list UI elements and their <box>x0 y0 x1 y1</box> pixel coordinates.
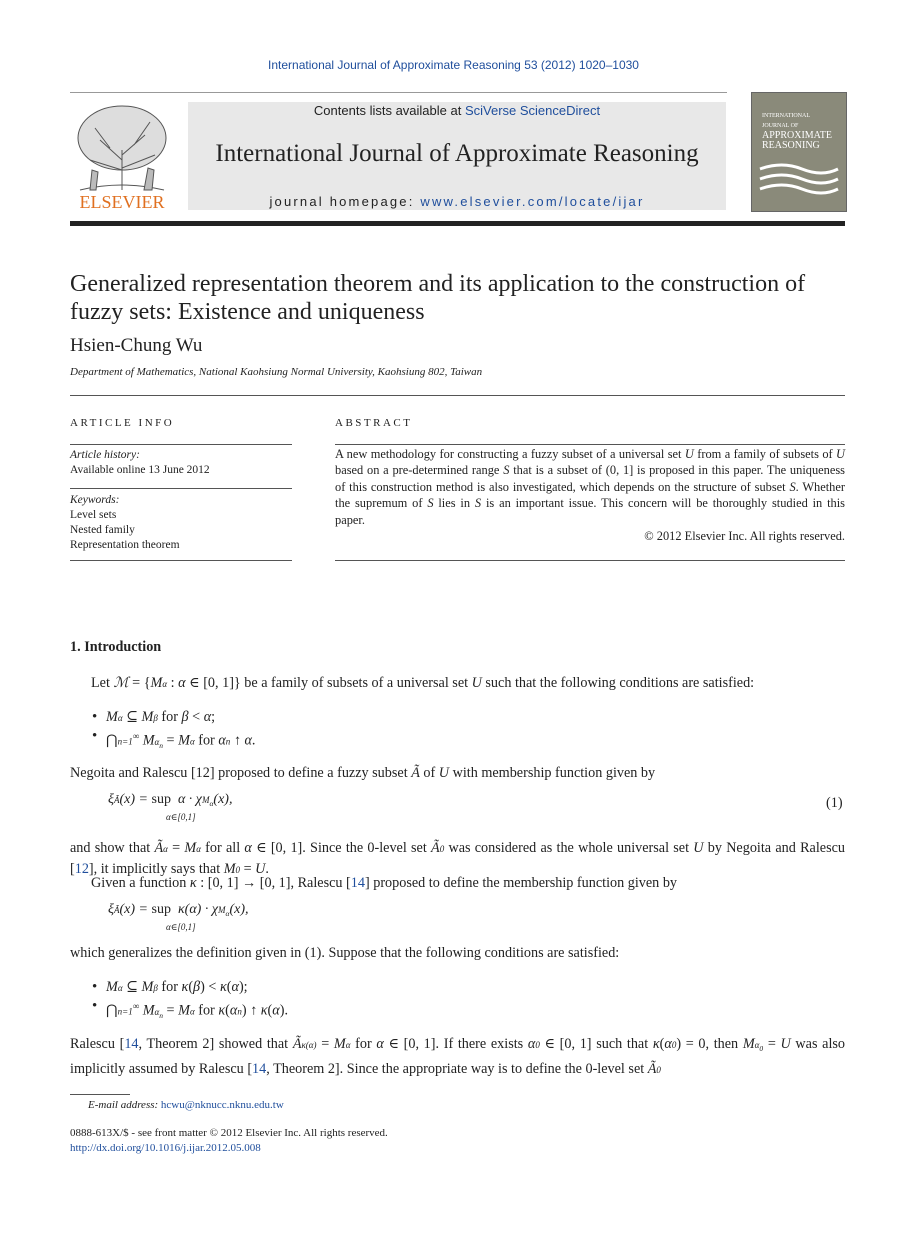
list-item: • ⋂n=1∞ $M\alpha_n = M\alpha$ for κ(αn) ↑ κ(α). <box>70 997 570 1025</box>
sciencedirect-link[interactable]: SciVerse ScienceDirect <box>464 103 601 118</box>
abstract-bottom-rule <box>335 560 845 561</box>
history-rule <box>70 488 292 489</box>
keywords-label: Keywords: <box>70 494 120 506</box>
paragraph-show: and show that Ãα = Mα for all α ∈ [0, 1]. Since the 0-level set Ã0 was considered as the whole universal set U by Negoita and Ralescu [12], it implicitly says that M0 = U. <box>70 840 845 877</box>
issn-line: 0888-613X/$ - see front matter © 2012 Elsevier Inc. All rights reserved. <box>70 1127 388 1139</box>
equation-1-sub: α∈[0,1] <box>166 812 196 822</box>
history-label: Article history: <box>70 449 140 461</box>
title-rule <box>70 395 845 396</box>
condition-list-2 <box>70 978 570 1025</box>
cover-line1: INTERNATIONAL JOURNAL OF <box>762 113 810 129</box>
article-info-label: ARTICLE INFO <box>70 417 175 429</box>
section-heading: 1. Introduction <box>70 639 162 655</box>
article-info-rule <box>70 444 292 445</box>
negoita-text: Negoita and Ralescu [12] proposed to define a fuzzy subset <box>70 765 408 781</box>
equation-2-sub: α∈[0,1] <box>166 922 196 932</box>
list-item: • Mα ⊆ Mβ for κ(β) < κ(α); <box>70 978 570 997</box>
header-rule <box>70 92 727 93</box>
copyright: © 2012 Elsevier Inc. All rights reserved. <box>644 529 845 544</box>
journal-reference[interactable] <box>0 58 907 72</box>
abstract-text: A new methodology for constructing a fuzzy subset of a universal set U from a family of subsets of U based on a pre-determined range S that is a subset of (0, 1] is proposed in this paper. The uniqueness of this construction method is also investigated, which depends on the structure of subset S. Whether the supremum of S lies in S is an important issue. This concern will be thoroughly studied in this paper. © 2012 Elsevier Inc. All rights reserved. <box>335 447 846 544</box>
paragraph-given: Given a function κ : [0, 1] → [0, 1], Ralescu [14] proposed to define the membership function given by <box>91 875 678 891</box>
list-item: • ⋂n=1∞ $M\alpha_n = M\alpha$ for αn ↑ α. <box>70 727 570 755</box>
article-title: Generalized representation theorem and its application to the construction of fuzzy sets: Existence and uniqueness <box>70 271 806 325</box>
equation-1: ξÃ(x) = sup $\alpha \cdot \chi M_\alpha(x)$, <box>108 792 233 808</box>
list-item: • Mα ⊆ Mβ for β < α; <box>70 708 570 727</box>
elsevier-logo <box>70 100 174 212</box>
author-name: Hsien-Chung Wu <box>70 335 203 356</box>
article-history <box>70 448 210 478</box>
keywords-block <box>70 493 180 553</box>
doi-link[interactable]: http://dx.doi.org/10.1016/j.ijar.2012.05.008 <box>70 1142 261 1154</box>
email-label: E-mail address: <box>88 1099 161 1111</box>
journal-title: International Journal of Approximate Reasoning <box>215 140 699 167</box>
history-value: Available online 13 June 2012 <box>70 464 210 476</box>
paragraph-intro: Let ℳ = {Mα : α ∈ [0, 1]} be a family of subsets of a universal set U such that the following conditions are satisfied: <box>91 675 755 691</box>
contents-available <box>188 103 726 118</box>
keyword-item: Nested family <box>70 524 135 536</box>
keyword-item: Representation theorem <box>70 539 180 551</box>
keywords-rule <box>70 560 292 561</box>
footnote-rule <box>70 1094 130 1095</box>
journal-reference-link[interactable]: International Journal of Approximate Reasoning 53 (2012) 1020–1030 <box>268 58 639 72</box>
condition-list-1 <box>70 708 570 755</box>
contents-prefix: Contents lists available at <box>313 103 465 118</box>
equation-number: (1) <box>826 795 843 811</box>
header-thick-rule <box>70 221 845 226</box>
homepage-link[interactable]: www.elsevier.com/locate/ijar <box>420 194 645 209</box>
elsevier-tree-icon <box>70 100 174 212</box>
keyword-item: Level sets <box>70 509 117 521</box>
publisher-name: ELSEVIER <box>79 192 165 212</box>
paragraph-generalizes: which generalizes the definition given in (1). Suppose that the following conditions are satisfied: <box>70 945 620 961</box>
doi-line[interactable] <box>70 1142 261 1154</box>
homepage-prefix: journal homepage: <box>269 194 421 209</box>
journal-cover <box>751 92 847 212</box>
equation-2: ξÃ(x) = sup $\kappa(\alpha) \cdot \chi M_\alpha(x)$, <box>108 902 249 918</box>
journal-homepage <box>188 194 726 209</box>
cover-wave-graphic <box>752 159 846 199</box>
given-function-text: Given a function <box>91 875 187 891</box>
footnote-email <box>88 1099 284 1111</box>
paragraph-negoita: Negoita and Ralescu [12] proposed to define a fuzzy subset Ã of U with membership function given by <box>70 765 656 781</box>
paragraph-ralescu: Ralescu [14, Theorem 2] showed that Ãκ(α) = Mα for α ∈ [0, 1]. If there exists α0 ∈ [0, 1] such that κ(α0) = 0, then $M\alpha_0 = U$ was also implicitly assumed by Ralescu [14, Theorem 2]. Since the appropriate way is to define the 0-level set Ã0 <box>70 1036 846 1077</box>
author-affiliation: Department of Mathematics, National Kaohsiung Normal University, Kaohsiung 802, Taiwan <box>70 366 483 378</box>
cover-line2: APPROXIMATE <box>762 130 833 141</box>
cover-line3: REASONING <box>762 140 820 151</box>
abstract-rule <box>335 444 845 445</box>
email-link[interactable]: hcwu@nknucc.nknu.edu.tw <box>160 1099 284 1111</box>
abstract-label: ABSTRACT <box>335 417 413 429</box>
